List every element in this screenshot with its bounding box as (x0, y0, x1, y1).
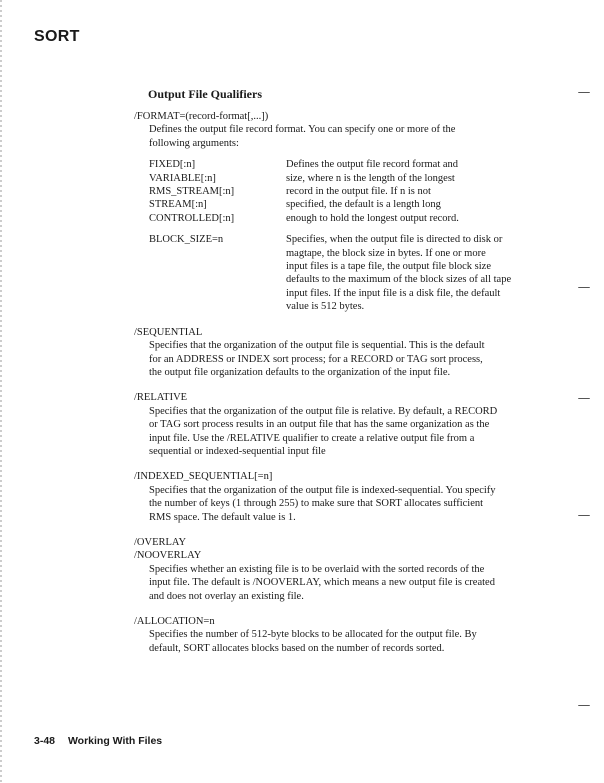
overlay-qualifier-block (134, 536, 554, 603)
sequential-description (149, 339, 554, 379)
description-line: input file. The default is /NOOVERLAY, which means a new output file is created (149, 577, 495, 589)
arg-stream: STREAM[:n] (149, 199, 207, 211)
page-number: 3-48 (34, 735, 56, 747)
arg-block-size: BLOCK_SIZE=n (149, 234, 224, 246)
sequential-qualifier: /SEQUENTIAL (134, 326, 203, 338)
qualifier-list (134, 110, 554, 667)
block-size-table (149, 233, 554, 313)
margin-mark (578, 398, 590, 400)
allocation-qualifier: /ALLOCATION=n (134, 616, 215, 627)
description-line: the number of keys (1 through 255) to make sure that SORT allocates sufficient (149, 498, 484, 510)
description-line: Specifies whether an existing file is to be overlaid with the sorted records of the (149, 563, 485, 575)
description-line: Defines the output file record format and (286, 159, 459, 171)
margin-mark (578, 705, 590, 707)
indexed-sequential-qualifier: /INDEXED_SEQUENTIAL[=n] (134, 471, 273, 483)
description-line: default, SORT allocates blocks based on the number of records sorted. (149, 642, 445, 654)
arg-rms-stream: RMS_STREAM[:n] (149, 186, 235, 198)
description-line: magtape, the block size in bytes. If one or more (286, 247, 486, 259)
allocation-qualifier-block (134, 615, 554, 655)
description-line: Specifies that the organization of the output file is relative. By default, a RECORD (149, 405, 498, 417)
description-line: Specifies, when the output file is directed to disk or (286, 234, 503, 246)
section-heading: Output File Qualifiers (148, 87, 262, 101)
description-line: input files is a tape file, the output file block size (286, 261, 491, 273)
description-line: Specifies the number of 512-byte blocks to be allocated for the output file. By (149, 629, 477, 641)
description-line: or TAG sort process results in an output file that has the same organization as the (149, 419, 490, 431)
sequential-qualifier-block (134, 326, 554, 380)
description-line: record in the output file. If n is not (286, 186, 431, 198)
indexed-qualifier-block (134, 470, 554, 524)
format-args-table (149, 158, 554, 225)
description-line: for an ADDRESS or INDEX sort process; for a RECORD or TAG sort process, (149, 353, 483, 365)
description-line: Defines the output file record format. You can specify one or more of the (149, 124, 456, 136)
overlay-description (149, 563, 554, 603)
description-line: sequential or indexed-sequential input file (149, 445, 326, 457)
margin-mark (578, 515, 590, 517)
allocation-description (149, 628, 554, 655)
relative-description (149, 405, 554, 459)
description-line: RMS space. The default value is 1. (149, 511, 296, 523)
description-line: Specifies that the organization of the output file is sequential. This is the default (149, 340, 485, 352)
overlay-qualifier: /OVERLAY (134, 536, 187, 548)
description-line: and does not overlay an existing file. (149, 590, 304, 602)
margin-mark (578, 92, 590, 94)
format-args-list (149, 158, 286, 225)
description-line: value is 512 bytes. (286, 301, 365, 313)
description-line: input file. Use the /RELATIVE qualifier to create a relative output file from a (149, 432, 475, 444)
nooverlay-qualifier: /NOOVERLAY (134, 550, 202, 562)
chapter-title: Working With Files (67, 735, 163, 747)
format-qualifier-block (134, 110, 554, 314)
relative-qualifier-block (134, 391, 554, 458)
format-args-description (286, 158, 546, 225)
description-line: specified, the default is a length long (286, 199, 441, 211)
description-line: size, where n is the length of the longest (286, 172, 455, 184)
description-line: the output file organization defaults to the organization of the input file. (149, 366, 451, 378)
page-footer (34, 735, 162, 747)
description-line: input files. If the input file is a disk file, the default (286, 287, 501, 299)
relative-qualifier: /RELATIVE (134, 392, 188, 404)
arg-variable: VARIABLE[:n] (149, 172, 216, 184)
description-line: enough to hold the longest output record. (286, 212, 459, 224)
description-line: defaults to the maximum of the block sizes of all tape (286, 274, 512, 286)
page-edge-marks (0, 0, 2, 783)
block-size-description (286, 233, 546, 313)
description-line: Specifies that the organization of the output file is indexed-sequential. You specify (149, 484, 496, 496)
arg-fixed: FIXED[:n] (149, 159, 196, 171)
margin-mark (578, 287, 590, 289)
page-header-title: SORT (34, 28, 80, 45)
format-qualifier: /FORMAT=(record-format[,...]) (134, 111, 269, 122)
description-line: following arguments: (149, 137, 239, 149)
indexed-description (149, 484, 554, 524)
format-description (149, 123, 554, 150)
arg-controlled: CONTROLLED[:n] (149, 212, 235, 224)
